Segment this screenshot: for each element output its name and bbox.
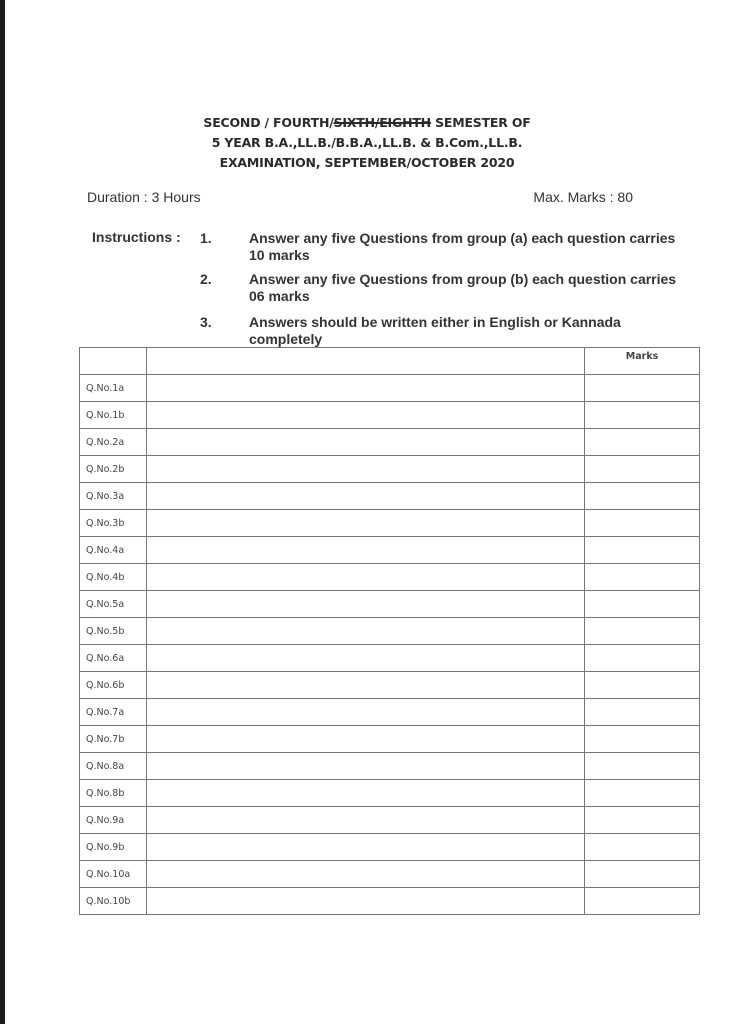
header-cell	[80, 348, 147, 375]
question-number: Q.No.7b	[80, 726, 147, 753]
marks-cell	[585, 618, 700, 645]
table-row	[80, 429, 700, 456]
table-row	[80, 402, 700, 429]
question-number: Q.No.4b	[80, 564, 147, 591]
question-number: Q.No.7a	[80, 699, 147, 726]
table-row	[80, 456, 700, 483]
max-marks: Max. Marks : 80	[533, 189, 633, 205]
question-number: Q.No.8a	[80, 753, 147, 780]
table-row	[80, 834, 700, 861]
marks-cell	[585, 564, 700, 591]
marks-cell	[585, 699, 700, 726]
question-number: Q.No.6a	[80, 645, 147, 672]
question-number: Q.No.10a	[80, 861, 147, 888]
marks-cell	[585, 753, 700, 780]
marks-cell	[585, 537, 700, 564]
table-row	[80, 699, 700, 726]
question-number: Q.No.2b	[80, 456, 147, 483]
answer-cell	[146, 888, 585, 915]
answer-cell	[146, 456, 585, 483]
table-row	[80, 510, 700, 537]
table-row	[80, 564, 700, 591]
table-row	[80, 726, 700, 753]
marks-cell	[585, 591, 700, 618]
marks-cell	[585, 429, 700, 456]
table-header-row	[80, 348, 700, 375]
answer-cell	[146, 780, 585, 807]
question-number: Q.No.1a	[80, 375, 147, 402]
instructions-label: Instructions :	[92, 229, 181, 245]
table-row	[80, 672, 700, 699]
answer-cell	[146, 699, 585, 726]
marks-cell	[585, 483, 700, 510]
question-number: Q.No.10b	[80, 888, 147, 915]
marks-cell	[585, 861, 700, 888]
exam-header	[0, 113, 734, 173]
table-row	[80, 888, 700, 915]
answer-cell	[146, 834, 585, 861]
answer-cell	[146, 645, 585, 672]
instruction-text: Answer any five Questions from group (b) each question carries 06 marks	[249, 271, 677, 304]
question-number: Q.No.5b	[80, 618, 147, 645]
question-number: Q.No.2a	[80, 429, 147, 456]
table-row	[80, 537, 700, 564]
header-cell	[146, 348, 585, 375]
marks-cell	[585, 402, 700, 429]
duration: Duration : 3 Hours	[87, 189, 201, 205]
instruction-number: 1.	[200, 230, 212, 246]
answer-cell	[146, 375, 585, 402]
marks-cell	[585, 456, 700, 483]
header-line-2: 5 YEAR B.A.,LL.B./B.B.A.,LL.B. & B.Com.,LL.B.	[211, 135, 523, 150]
answer-cell	[146, 564, 585, 591]
marks-table	[79, 347, 700, 915]
question-number: Q.No.5a	[80, 591, 147, 618]
header-line-1-end: SEMESTER OF	[430, 115, 531, 130]
answer-cell	[146, 429, 585, 456]
marks-cell	[585, 645, 700, 672]
marks-cell	[585, 726, 700, 753]
instruction-number: 3.	[200, 314, 212, 330]
question-number: Q.No.8b	[80, 780, 147, 807]
table-row	[80, 807, 700, 834]
table-row	[80, 645, 700, 672]
question-number: Q.No.1b	[80, 402, 147, 429]
marks-cell	[585, 834, 700, 861]
table-row	[80, 591, 700, 618]
table-row	[80, 618, 700, 645]
table-row	[80, 375, 700, 402]
table-row	[80, 780, 700, 807]
header-line-1	[0, 113, 734, 133]
header-line-1-start: SECOND / FOURTH/	[203, 115, 334, 130]
answer-cell	[146, 483, 585, 510]
marks-cell	[585, 780, 700, 807]
marks-cell	[585, 888, 700, 915]
instruction-text: Answers should be written either in English or Kannada completely	[249, 314, 621, 347]
question-number: Q.No.9b	[80, 834, 147, 861]
marks-header: Marks	[585, 348, 700, 375]
answer-cell	[146, 402, 585, 429]
instruction-number: 2.	[200, 271, 212, 287]
answer-cell	[146, 726, 585, 753]
marks-cell	[585, 807, 700, 834]
answer-cell	[146, 537, 585, 564]
answer-cell	[146, 510, 585, 537]
answer-cell	[146, 807, 585, 834]
answer-cell	[146, 618, 585, 645]
struck-semesters: SIXTH/EIGHTH	[333, 115, 431, 130]
answer-cell	[146, 861, 585, 888]
table-row	[80, 483, 700, 510]
marks-cell	[585, 510, 700, 537]
question-number: Q.No.3b	[80, 510, 147, 537]
marks-cell	[585, 375, 700, 402]
answer-cell	[146, 591, 585, 618]
instruction-text: Answer any five Questions from group (a) each question carries 10 marks	[249, 230, 676, 263]
header-line-3: EXAMINATION, SEPTEMBER/OCTOBER 2020	[219, 155, 515, 170]
answer-cell	[146, 753, 585, 780]
question-number: Q.No.6b	[80, 672, 147, 699]
question-number: Q.No.3a	[80, 483, 147, 510]
table-row	[80, 861, 700, 888]
marks-cell	[585, 672, 700, 699]
answer-cell	[146, 672, 585, 699]
question-number: Q.No.9a	[80, 807, 147, 834]
table-row	[80, 753, 700, 780]
question-number: Q.No.4a	[80, 537, 147, 564]
